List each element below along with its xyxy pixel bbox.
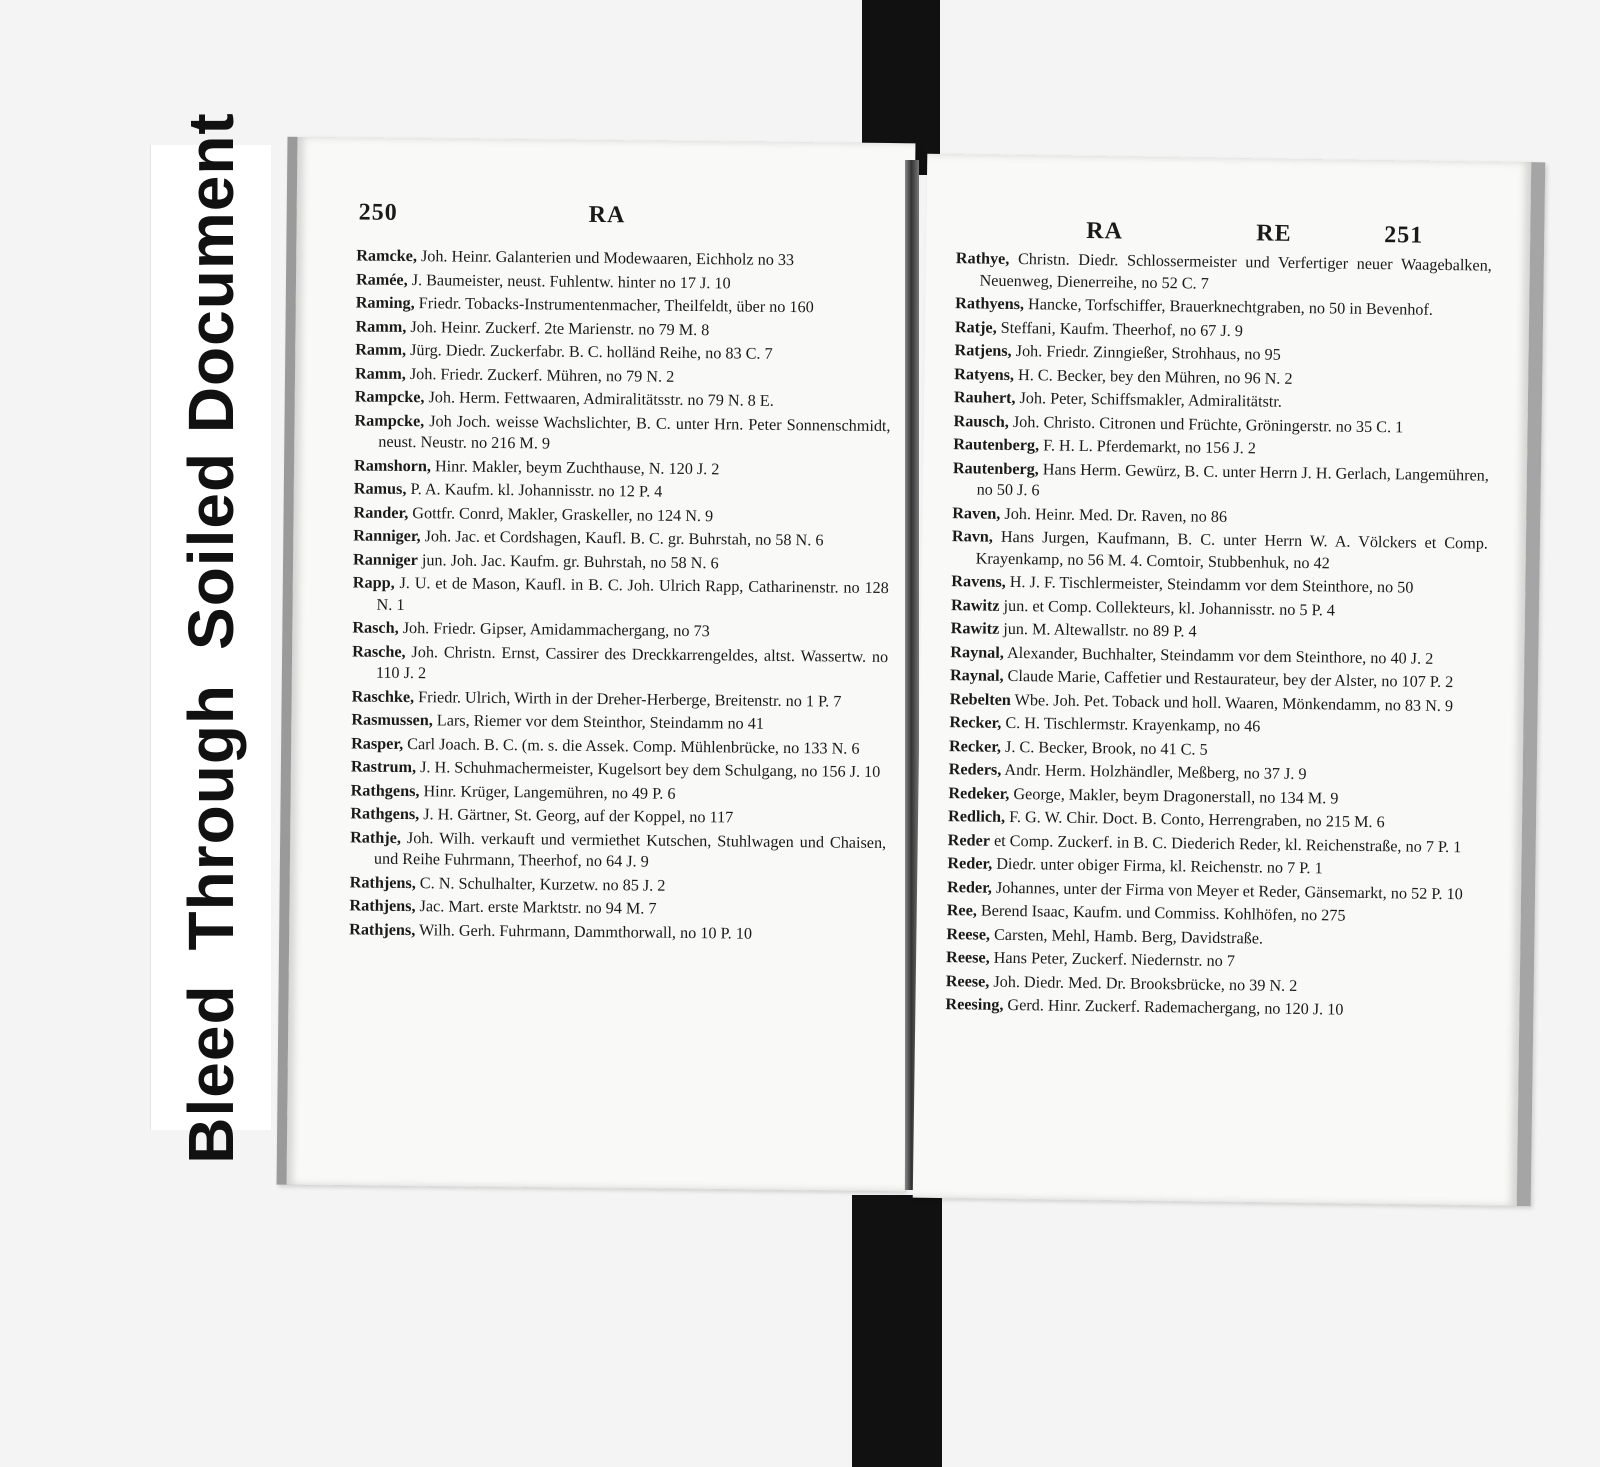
entry-text: Joh. Christn. Ernst, Cassirer des Dreckkarrengeldes, altst. Wassertw. no 110 J. 2: [375, 642, 889, 683]
directory-entry: [352, 641, 888, 690]
directory-entry: [952, 458, 1489, 508]
entry-name: Ratje,: [954, 317, 997, 337]
entry-text: Friedr. Ulrich, Wirth in der Dreher-Herberge, Breitenstr. no 1 P. 7: [418, 687, 842, 711]
entry-name: Reese,: [946, 924, 991, 944]
entry-name: Ramcke,: [356, 246, 418, 266]
entry-name: Rasche,: [352, 641, 406, 661]
entry-name: Ree,: [946, 901, 977, 920]
entry-text: Gerd. Hinr. Zuckerf. Rademachergang, no 120 J. 10: [1007, 995, 1344, 1019]
entry-text: Jac. Mart. erste Marktstr. no 94 M. 7: [419, 897, 657, 918]
directory-entry: [355, 386, 891, 413]
entry-name: Ravn,: [951, 527, 994, 546]
entry-name: Rathjens,: [349, 896, 416, 916]
directory-entry: [351, 780, 887, 807]
entry-text: Alexander, Buchhalter, Steindamm vor dem Steinthore, no 40 J. 2: [1006, 643, 1434, 668]
entry-text: Joh. Diedr. Med. Dr. Brooksbrücke, no 39 N. 2: [993, 972, 1298, 995]
entry-text: Gottfr. Conrd, Makler, Graskeller, no 124 N. 9: [412, 503, 714, 525]
entry-text: Joh. Friedr. Gipser, Amidammachergang, no 73: [402, 618, 710, 641]
entry-name: Ratyens,: [954, 364, 1015, 384]
left-page-number: 250: [358, 199, 398, 226]
directory-entry: [350, 803, 886, 830]
entry-name: Rawitz: [950, 595, 1000, 615]
entry-text: Hans Herm. Gewürz, B. C. unter Herrn J. H. Gerlach, Langemühren, no 50 J. 6: [976, 459, 1490, 500]
right-page: [913, 154, 1546, 1207]
right-page-header-left: RA: [1086, 217, 1124, 245]
entry-text: Hans Jurgen, Kaufmann, B. C. unter Herrn W. A. Völckers et Comp. Krayenkamp, no 56 M. 4. Comtoir, Stubbenhuk, no 42: [975, 527, 1489, 572]
entry-name: Recker,: [948, 736, 1002, 756]
side-label-text: [174, 112, 248, 1163]
entry-text: Joh. Heinr. Zuckerf. 2te Marienstr. no 79 M. 8: [410, 317, 710, 339]
entry-text: Andr. Herm. Holzhändler, Meßberg, no 37 J. 9: [1004, 760, 1307, 784]
directory-entry: [952, 526, 1489, 576]
entry-text: C. N. Schulhalter, Kurzetw. no 85 J. 2: [419, 873, 666, 895]
entry-name: Rastrum,: [350, 757, 417, 777]
directory-entry: [356, 245, 892, 272]
directory-entry: [354, 455, 890, 482]
right-entry-list: [945, 248, 1492, 1025]
right-page-number: 251: [1384, 222, 1424, 249]
entry-text: H. J. F. Tischlermeister, Steindamm vor dem Steinthore, no 50: [1009, 572, 1414, 597]
directory-entry: [355, 363, 891, 390]
entry-name: Redeker,: [948, 783, 1010, 803]
directory-entry: [955, 248, 1492, 298]
directory-entry: [349, 919, 885, 946]
entry-name: Rauhert,: [953, 388, 1016, 407]
directory-entry: [350, 827, 886, 876]
side-label-word-2: Through: [175, 683, 247, 950]
entry-text: Hancke, Torfschiffer, Brauerknechtgraben, no 50 in Bevenhof.: [1027, 295, 1434, 319]
directory-entry: [356, 269, 892, 296]
entry-name: Raynal,: [950, 642, 1005, 662]
entry-text: J. Baumeister, neust. Fuhlentw. hinter no 17 J. 10: [411, 270, 731, 292]
entry-text: Christn. Diedr. Schlossermeister und Verfertiger neuer Waagebalken, Neuenweg, Dienerreihe, no 52 C. 7: [979, 250, 1492, 293]
entry-text: jun. et Comp. Collekteurs, kl. Johannisstr. no 5 P. 4: [1003, 596, 1336, 619]
entry-text: C. H. Tischlermstr. Krayenkamp, no 46: [1005, 713, 1261, 736]
entry-name: Ramée,: [355, 269, 408, 289]
entry-name: Rautenberg,: [952, 458, 1039, 478]
entry-name: Ramm,: [354, 363, 406, 383]
directory-entry: [351, 709, 887, 736]
entry-text: jun. M. Altewallstr. no 89 P. 4: [1003, 619, 1197, 641]
directory-entry: [349, 895, 885, 922]
entry-text: Joh. Christo. Citronen und Früchte, Gröningerstr. no 35 C. 1: [1012, 412, 1404, 436]
entry-name: Ramshorn,: [353, 455, 432, 475]
entry-name: Rampcke,: [354, 410, 425, 430]
entry-text: Joh. Herm. Fettwaaren, Admiralitätsstr. no 79 N. 8 E.: [428, 388, 774, 410]
entry-name: Rathyens,: [955, 294, 1025, 314]
entry-name: Rasmussen,: [351, 710, 433, 730]
entry-name: Rausch,: [953, 411, 1010, 431]
directory-entry: [356, 292, 892, 319]
entry-name: Ratjens,: [954, 341, 1012, 360]
entry-name: Ramm,: [355, 316, 407, 336]
entry-text: Joh. Friedr. Zuckerf. Mühren, no 79 N. 2: [409, 364, 675, 386]
entry-text: J. H. Schuhmachermeister, Kugelsort bey dem Schulgang, no 156 J. 10: [420, 758, 881, 781]
side-label-panel: [150, 111, 271, 1164]
entry-name: Redlich,: [947, 807, 1006, 826]
directory-entry: [351, 756, 887, 783]
entry-name: Rawitz: [950, 619, 1000, 638]
entry-name: Ranniger,: [353, 526, 421, 546]
entry-name: Rathjens,: [349, 872, 416, 892]
entry-text: Friedr. Tobacks-Instrumentenmacher, Theilfeldt, über no 160: [418, 294, 814, 317]
entry-text: Wilh. Gerh. Fuhrmann, Dammthorwall, no 10 P. 10: [418, 920, 753, 943]
entry-text: J. C. Becker, Brook, no 41 C. 5: [1004, 737, 1208, 759]
entry-text: Joh. Wilh. verkauft und vermiethet Kutschen, Stuhlwagen und Chaisen, und Reihe Fuhrmann, Theerhof, no 64 J. 9: [373, 828, 887, 871]
entry-name: Rathgens,: [350, 780, 420, 800]
entry-text: Lars, Riemer vor dem Steinthor, Steindamm no 41: [436, 711, 765, 733]
directory-entry: [352, 572, 888, 621]
left-entry-list: [349, 245, 892, 948]
entry-text: Joh. Heinr. Galanterien und Modewaaren, Eichholz no 33: [420, 247, 795, 270]
entry-name: Raynal,: [949, 666, 1004, 685]
entry-name: Raming,: [355, 293, 415, 313]
entry-text: Wbe. Joh. Pet. Toback und holl. Waaren, Mönkendamm, no 83 N. 9: [1014, 690, 1454, 715]
entry-text: jun. Joh. Jac. Kaufm. gr. Buhrstah, no 58 N. 6: [421, 550, 719, 572]
entry-name: Rautenberg,: [953, 435, 1040, 455]
entry-text: Joh. Heinr. Med. Dr. Raven, no 86: [1004, 504, 1228, 526]
left-page-header: RA: [588, 201, 626, 229]
entry-name: Reese,: [945, 948, 990, 967]
entry-name: Reese,: [945, 971, 990, 991]
entry-text: Jürg. Diedr. Zuckerfabr. B. C. holländ Reihe, no 83 C. 7: [410, 341, 773, 363]
directory-entry: [353, 525, 889, 552]
directory-entry: [353, 502, 889, 529]
entry-name: Reder: [947, 830, 991, 850]
entry-name: Rathje,: [350, 827, 402, 847]
right-page-header-right: RE: [1256, 220, 1292, 247]
entry-name: Ravens,: [951, 572, 1006, 591]
entry-text: Joh. Friedr. Zinngießer, Strohhaus, no 95: [1015, 341, 1281, 364]
entry-text: Berend Isaac, Kaufm. und Commiss. Kohlhöfen, no 275: [980, 901, 1346, 925]
entry-text: H. C. Becker, bey den Mühren, no 96 N. 2: [1017, 365, 1293, 388]
entry-name: Rathgens,: [350, 804, 420, 824]
entry-text: Steffani, Kaufm. Theerhof, no 67 J. 9: [1000, 318, 1244, 340]
entry-name: Ramus,: [353, 479, 407, 499]
side-label-word-3: Soiled Document: [175, 111, 247, 650]
directory-entry: [355, 339, 891, 366]
directory-entry: [352, 686, 888, 713]
directory-entry: [354, 478, 890, 505]
entry-name: Ramm,: [355, 340, 407, 359]
entry-text: Joh. Jac. et Cordshagen, Kaufl. B. C. gr. Buhrstah, no 58 N. 6: [424, 527, 824, 550]
entry-text: Joh. Peter, Schiffsmakler, Admiralitätstr.: [1019, 389, 1282, 411]
entry-name: Rasch,: [352, 618, 399, 637]
entry-text: Carsten, Mehl, Hamb. Berg, Davidstraße.: [993, 925, 1264, 947]
entry-name: Rathjens,: [349, 919, 416, 939]
entry-text: Claude Marie, Caffetier und Restaurateur, bey der Alster, no 107 P. 2: [1007, 666, 1454, 692]
entry-text: Johannes, unter der Firma von Meyer et Reder, Gänsemarkt, no 52 P. 10: [995, 878, 1463, 903]
entry-name: Rebelten: [949, 689, 1011, 709]
entry-name: Rampcke,: [354, 387, 425, 407]
entry-name: Raschke,: [351, 686, 415, 706]
entry-text: P. A. Kaufm. kl. Johannisstr. no 12 P. 4: [410, 480, 663, 501]
directory-entry: [351, 733, 887, 760]
directory-entry: [350, 872, 886, 899]
directory-entry: [355, 316, 891, 343]
spine-bar-bottom: [852, 1195, 942, 1467]
side-label-word-1: Bleed: [175, 983, 247, 1164]
directory-entry: [352, 617, 888, 644]
entry-name: Reder,: [947, 854, 993, 873]
entry-name: Rapp,: [352, 573, 395, 592]
entry-text: Hans Peter, Zuckerf. Niedernstr. no 7: [993, 948, 1236, 971]
entry-name: Reders,: [948, 760, 1002, 779]
entry-text: J. H. Gärtner, St. Georg, auf der Koppel, no 117: [423, 805, 734, 827]
left-page: [277, 137, 916, 1192]
entry-text: F. G. W. Chir. Doct. B. Conto, Herrengraben, no 215 M. 6: [1009, 807, 1385, 832]
entry-text: J. U. et de Mason, Kaufl. in B. C. Joh. Ulrich Rapp, Catharinenstr. no 128 N. 1: [376, 573, 889, 614]
entry-name: Rathye,: [955, 249, 1010, 268]
entry-name: Rasper,: [351, 733, 404, 753]
entry-text: Hinr. Krüger, Langemühren, no 49 P. 6: [423, 781, 676, 803]
entry-text: Diedr. unter obiger Firma, kl. Reichenstr. no 7 P. 1: [996, 854, 1323, 878]
entry-text: Joh Joch. weisse Wachslichter, B. C. unter Hrn. Peter Sonnenschmidt, neust. Neustr. no 216 M. 9: [378, 411, 891, 453]
entry-name: Ranniger: [352, 549, 418, 569]
entry-name: Reder,: [946, 877, 993, 897]
entry-name: Raven,: [952, 503, 1001, 523]
entry-text: Carl Joach. B. C. (m. s. die Assek. Comp. Mühlenbrücke, no 133 N. 6: [407, 734, 860, 758]
directory-entry: [353, 549, 889, 576]
entry-text: et Comp. Zuckerf. in B. C. Diederich Reder, kl. Reichenstraße, no 7 P. 1: [993, 831, 1462, 856]
entry-text: Hinr. Makler, beym Zuchthause, N. 120 J. 2: [434, 456, 720, 478]
directory-entry: [354, 410, 890, 459]
entry-name: Reesing,: [945, 995, 1004, 1014]
entry-name: Recker,: [949, 713, 1002, 732]
entry-text: George, Makler, beym Dragonerstall, no 134 M. 9: [1013, 784, 1339, 808]
entry-name: Rander,: [353, 502, 409, 522]
entry-text: F. H. L. Pferdemarkt, no 156 J. 2: [1043, 436, 1257, 458]
